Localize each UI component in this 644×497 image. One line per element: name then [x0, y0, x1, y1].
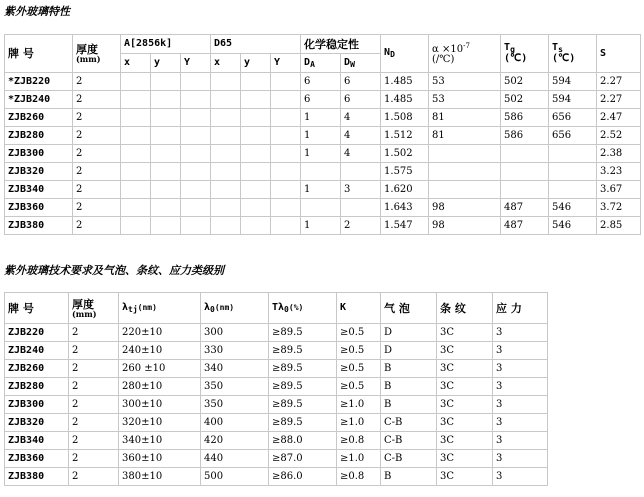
d-Y-cell	[271, 109, 301, 127]
a-y-cell	[151, 109, 181, 127]
table2-body	[5, 324, 548, 486]
thickness-unit: (mm)	[76, 54, 101, 64]
a-y-cell	[151, 163, 181, 181]
requirements-table	[4, 292, 548, 486]
d-Y-cell	[271, 163, 301, 181]
stress-cell: 3	[493, 432, 548, 450]
lambda-0-cell: 400	[201, 414, 269, 432]
a-Y-cell	[181, 109, 211, 127]
thickness-cell: 2	[69, 360, 119, 378]
tg-cell	[501, 145, 549, 163]
thickness-cell: 2	[69, 432, 119, 450]
bubble-cell: C-B	[381, 414, 437, 432]
s-cell: 2.85	[597, 217, 641, 235]
bubble-cell: B	[381, 468, 437, 486]
lambda-0-header: $\lambda_0(nm)$	[201, 293, 269, 324]
stress-cell: 3	[493, 450, 548, 468]
nd-cell: 1.547	[381, 217, 429, 235]
a-y-cell	[151, 217, 181, 235]
grade-header: 牌 号	[5, 35, 73, 73]
a-Y-cell	[181, 73, 211, 91]
nd-cell: 1.620	[381, 181, 429, 199]
ts-cell: 594	[549, 91, 597, 109]
stress-cell: 3	[493, 342, 548, 360]
table-row	[5, 468, 548, 486]
thickness-cell: 2	[73, 181, 121, 199]
thickness-cell: 2	[73, 145, 121, 163]
properties-table	[4, 34, 641, 235]
a-Y-cell	[181, 91, 211, 109]
grade-cell: ZJB300	[5, 145, 73, 163]
d-y-cell	[241, 127, 271, 145]
stress-cell: 3	[493, 378, 548, 396]
da-cell: 6	[301, 73, 341, 91]
dw-cell: 3	[341, 181, 381, 199]
a-x-cell	[121, 91, 151, 109]
alpha-cell	[429, 145, 501, 163]
a-x-cell	[121, 217, 151, 235]
lambda-0-cell: 500	[201, 468, 269, 486]
lambda-tj-cell: 380±10	[119, 468, 201, 486]
da-cell: 1	[301, 217, 341, 235]
a-x-header: x	[121, 54, 151, 73]
grade-cell: *ZJB240	[5, 91, 73, 109]
bubble-cell: D	[381, 324, 437, 342]
nd-cell: 1.485	[381, 91, 429, 109]
table-row	[5, 109, 641, 127]
alpha-unit: (/℃)	[432, 53, 455, 65]
table-row	[5, 432, 548, 450]
da-header: $D_A$	[301, 54, 341, 73]
table-row	[5, 360, 548, 378]
thickness-cell: 2	[73, 163, 121, 181]
da-cell: 6	[301, 91, 341, 109]
lambda-0-cell: 300	[201, 324, 269, 342]
ts-cell: 546	[549, 199, 597, 217]
bubble-cell: B	[381, 396, 437, 414]
d-Y-cell	[271, 91, 301, 109]
tg-cell	[501, 181, 549, 199]
ts-cell	[549, 163, 597, 181]
d-Y-header: Y	[271, 54, 301, 73]
table-row	[5, 378, 548, 396]
grade-cell: *ZJB220	[5, 73, 73, 91]
nd-cell: 1.643	[381, 199, 429, 217]
alpha-label: α ×10	[432, 43, 464, 55]
a-y-cell	[151, 127, 181, 145]
alpha-cell: 53	[429, 73, 501, 91]
bubble-cell: B	[381, 378, 437, 396]
t-lambda-0-cell: ≥89.5	[269, 378, 337, 396]
s-cell: 2.52	[597, 127, 641, 145]
d-x-cell	[211, 127, 241, 145]
s-cell: 2.27	[597, 73, 641, 91]
lambda-0-cell: 330	[201, 342, 269, 360]
dw-cell: 4	[341, 127, 381, 145]
grade-cell: ZJB360	[5, 450, 69, 468]
s-cell: 3.72	[597, 199, 641, 217]
s-cell: 3.67	[597, 181, 641, 199]
d-y-cell	[241, 217, 271, 235]
k-cell: ≥0.8	[337, 468, 381, 486]
s-cell: 2.38	[597, 145, 641, 163]
grade-cell: ZJB280	[5, 378, 69, 396]
dw-cell: 4	[341, 109, 381, 127]
alpha-exponent: -7	[463, 41, 470, 50]
dw-cell: 6	[341, 91, 381, 109]
dw-cell	[341, 199, 381, 217]
lambda-tj-cell: 320±10	[119, 414, 201, 432]
d65-group-header: D65	[211, 35, 301, 54]
grade-cell: ZJB260	[5, 109, 73, 127]
stria-cell: 3C	[437, 468, 493, 486]
t-lambda-0-header: $T\lambda_0(\%)$	[269, 293, 337, 324]
tg-header: $T_g$ (℃)	[501, 35, 549, 73]
alpha-cell: 98	[429, 199, 501, 217]
alpha-cell: 98	[429, 217, 501, 235]
table-row	[5, 91, 641, 109]
stria-cell: 3C	[437, 396, 493, 414]
thickness-label: 厚度	[76, 43, 98, 56]
a-y-cell	[151, 145, 181, 163]
table-row	[5, 414, 548, 432]
da-cell: 1	[301, 145, 341, 163]
bubble-header: 气 泡	[381, 293, 437, 324]
thickness-cell: 2	[69, 342, 119, 360]
grade-cell: ZJB240	[5, 342, 69, 360]
thickness-cell: 2	[69, 468, 119, 486]
stress-cell: 3	[493, 468, 548, 486]
table-row	[5, 450, 548, 468]
alpha-cell: 81	[429, 127, 501, 145]
t-lambda-0-cell: ≥86.0	[269, 468, 337, 486]
grade-cell: ZJB260	[5, 360, 69, 378]
d-Y-cell	[271, 127, 301, 145]
tg-cell: 502	[501, 73, 549, 91]
dw-cell: 4	[341, 145, 381, 163]
s-cell: 2.47	[597, 109, 641, 127]
stria-cell: 3C	[437, 378, 493, 396]
bubble-cell: C-B	[381, 432, 437, 450]
a-x-cell	[121, 73, 151, 91]
k-cell: ≥1.0	[337, 396, 381, 414]
a-y-cell	[151, 181, 181, 199]
d-y-header: y	[241, 54, 271, 73]
k-cell: ≥1.0	[337, 450, 381, 468]
tg-cell: 487	[501, 199, 549, 217]
thickness-cell: 2	[69, 414, 119, 432]
nd-cell: 1.575	[381, 163, 429, 181]
t-lambda-0-cell: ≥89.5	[269, 342, 337, 360]
nd-cell: 1.508	[381, 109, 429, 127]
ts-cell	[549, 181, 597, 199]
d-x-cell	[211, 109, 241, 127]
stria-cell: 3C	[437, 342, 493, 360]
ts-cell	[549, 145, 597, 163]
d-y-cell	[241, 163, 271, 181]
thickness-cell: 2	[73, 199, 121, 217]
table-row	[5, 217, 641, 235]
d-x-cell	[211, 145, 241, 163]
tg-cell: 502	[501, 91, 549, 109]
dw-cell: 2	[341, 217, 381, 235]
da-cell: 1	[301, 181, 341, 199]
d-x-cell	[211, 199, 241, 217]
d-x-header: x	[211, 54, 241, 73]
d-Y-cell	[271, 181, 301, 199]
a-Y-cell	[181, 217, 211, 235]
grade-header-2: 牌 号	[5, 293, 69, 324]
t-lambda-0-cell: ≥87.0	[269, 450, 337, 468]
d-y-cell	[241, 199, 271, 217]
thickness-cell: 2	[69, 450, 119, 468]
stria-cell: 3C	[437, 360, 493, 378]
thickness-cell: 2	[73, 127, 121, 145]
thickness-cell: 2	[73, 91, 121, 109]
d-x-cell	[211, 217, 241, 235]
d-y-cell	[241, 145, 271, 163]
a-x-cell	[121, 181, 151, 199]
tg-cell: 586	[501, 109, 549, 127]
lambda-tj-cell: 280±10	[119, 378, 201, 396]
thickness-cell: 2	[73, 73, 121, 91]
chem-stability-header: 化学稳定性	[301, 35, 381, 54]
tg-cell: 586	[501, 127, 549, 145]
t-lambda-0-cell: ≥89.5	[269, 360, 337, 378]
table2-title: 紫外玻璃技术要求及气泡、条纹、应力类级别	[4, 264, 224, 277]
nd-header: $N_D$	[381, 35, 429, 73]
lambda-0-cell: 340	[201, 360, 269, 378]
nd-cell: 1.502	[381, 145, 429, 163]
grade-cell: ZJB300	[5, 396, 69, 414]
t-lambda-0-cell: ≥88.0	[269, 432, 337, 450]
table-row	[5, 145, 641, 163]
thickness-cell: 2	[69, 324, 119, 342]
a-x-cell	[121, 109, 151, 127]
thickness-cell: 2	[69, 378, 119, 396]
a-Y-cell	[181, 181, 211, 199]
a-x-cell	[121, 199, 151, 217]
table-row	[5, 342, 548, 360]
stress-cell: 3	[493, 360, 548, 378]
lambda-0-cell: 420	[201, 432, 269, 450]
thickness-cell: 2	[73, 217, 121, 235]
s-cell: 3.23	[597, 163, 641, 181]
a-Y-cell	[181, 145, 211, 163]
grade-cell: ZJB380	[5, 468, 69, 486]
d-Y-cell	[271, 145, 301, 163]
table-row	[5, 324, 548, 342]
s-header: S	[597, 35, 641, 73]
a-Y-header: Y	[181, 54, 211, 73]
da-cell	[301, 199, 341, 217]
stria-header: 条 纹	[437, 293, 493, 324]
d-x-cell	[211, 91, 241, 109]
grade-cell: ZJB220	[5, 324, 69, 342]
a-y-cell	[151, 73, 181, 91]
lambda-tj-cell: 220±10	[119, 324, 201, 342]
d-x-cell	[211, 163, 241, 181]
nd-cell: 1.485	[381, 73, 429, 91]
alpha-cell	[429, 181, 501, 199]
stress-header: 应 力	[493, 293, 548, 324]
stria-cell: 3C	[437, 432, 493, 450]
lambda-0-cell: 350	[201, 396, 269, 414]
stress-cell: 3	[493, 414, 548, 432]
k-cell: ≥0.5	[337, 360, 381, 378]
stria-cell: 3C	[437, 414, 493, 432]
a2856k-group-header: A[2856k]	[121, 35, 211, 54]
grade-cell: ZJB360	[5, 199, 73, 217]
alpha-cell	[429, 163, 501, 181]
table-row	[5, 199, 641, 217]
a-Y-cell	[181, 199, 211, 217]
stress-cell: 3	[493, 396, 548, 414]
grade-cell: ZJB280	[5, 127, 73, 145]
t-lambda-0-cell: ≥89.5	[269, 324, 337, 342]
grade-cell: ZJB340	[5, 181, 73, 199]
d-x-cell	[211, 181, 241, 199]
thickness-header-2: 厚度 (mm)	[69, 293, 119, 324]
stria-cell: 3C	[437, 324, 493, 342]
dw-cell: 6	[341, 73, 381, 91]
table-row	[5, 396, 548, 414]
ts-cell: 546	[549, 217, 597, 235]
k-header: K	[337, 293, 381, 324]
s-cell: 2.27	[597, 91, 641, 109]
d-Y-cell	[271, 217, 301, 235]
ts-cell: 594	[549, 73, 597, 91]
a-x-cell	[121, 145, 151, 163]
d-y-cell	[241, 181, 271, 199]
grade-cell: ZJB380	[5, 217, 73, 235]
t-lambda-0-cell: ≥89.5	[269, 414, 337, 432]
a-y-cell	[151, 91, 181, 109]
table-row	[5, 181, 641, 199]
k-cell: ≥0.8	[337, 432, 381, 450]
d-y-cell	[241, 109, 271, 127]
thickness-header	[73, 35, 121, 73]
thickness-cell: 2	[69, 396, 119, 414]
tg-cell: 487	[501, 217, 549, 235]
alpha-header	[429, 35, 501, 73]
d-y-cell	[241, 91, 271, 109]
lambda-tj-header: $\lambda_{tj}(nm)$	[119, 293, 201, 324]
ts-cell: 656	[549, 109, 597, 127]
stress-cell: 3	[493, 324, 548, 342]
alpha-cell: 53	[429, 91, 501, 109]
t-lambda-0-cell: ≥89.5	[269, 396, 337, 414]
table-row	[5, 73, 641, 91]
nd-cell: 1.512	[381, 127, 429, 145]
d-x-cell	[211, 73, 241, 91]
lambda-0-cell: 440	[201, 450, 269, 468]
ts-header: $T_s$ (℃)	[549, 35, 597, 73]
d-Y-cell	[271, 199, 301, 217]
table1-header-row	[5, 35, 641, 54]
grade-cell: ZJB320	[5, 414, 69, 432]
ts-cell: 656	[549, 127, 597, 145]
da-cell	[301, 163, 341, 181]
lambda-tj-cell: 260 ±10	[119, 360, 201, 378]
da-cell: 1	[301, 127, 341, 145]
d-Y-cell	[271, 73, 301, 91]
dw-header: $D_W$	[341, 54, 381, 73]
d-y-cell	[241, 73, 271, 91]
alpha-cell: 81	[429, 109, 501, 127]
table-row	[5, 163, 641, 181]
a-x-cell	[121, 127, 151, 145]
grade-cell: ZJB340	[5, 432, 69, 450]
lambda-tj-cell: 300±10	[119, 396, 201, 414]
table1-body	[5, 73, 641, 235]
bubble-cell: C-B	[381, 450, 437, 468]
lambda-tj-cell: 360±10	[119, 450, 201, 468]
lambda-tj-cell: 340±10	[119, 432, 201, 450]
a-Y-cell	[181, 163, 211, 181]
bubble-cell: D	[381, 342, 437, 360]
lambda-0-cell: 350	[201, 378, 269, 396]
bubble-cell: B	[381, 360, 437, 378]
a-y-cell	[151, 199, 181, 217]
lambda-tj-cell: 240±10	[119, 342, 201, 360]
a-Y-cell	[181, 127, 211, 145]
tg-cell	[501, 163, 549, 181]
table-row	[5, 127, 641, 145]
k-cell: ≥0.5	[337, 324, 381, 342]
a-x-cell	[121, 163, 151, 181]
k-cell: ≥1.0	[337, 414, 381, 432]
a-y-header: y	[151, 54, 181, 73]
k-cell: ≥0.5	[337, 342, 381, 360]
da-cell: 1	[301, 109, 341, 127]
table1-title: 紫外玻璃特性	[4, 5, 70, 18]
dw-cell	[341, 163, 381, 181]
thickness-cell: 2	[73, 109, 121, 127]
stria-cell: 3C	[437, 450, 493, 468]
k-cell: ≥0.5	[337, 378, 381, 396]
grade-cell: ZJB320	[5, 163, 73, 181]
table2-header-row	[5, 293, 548, 324]
